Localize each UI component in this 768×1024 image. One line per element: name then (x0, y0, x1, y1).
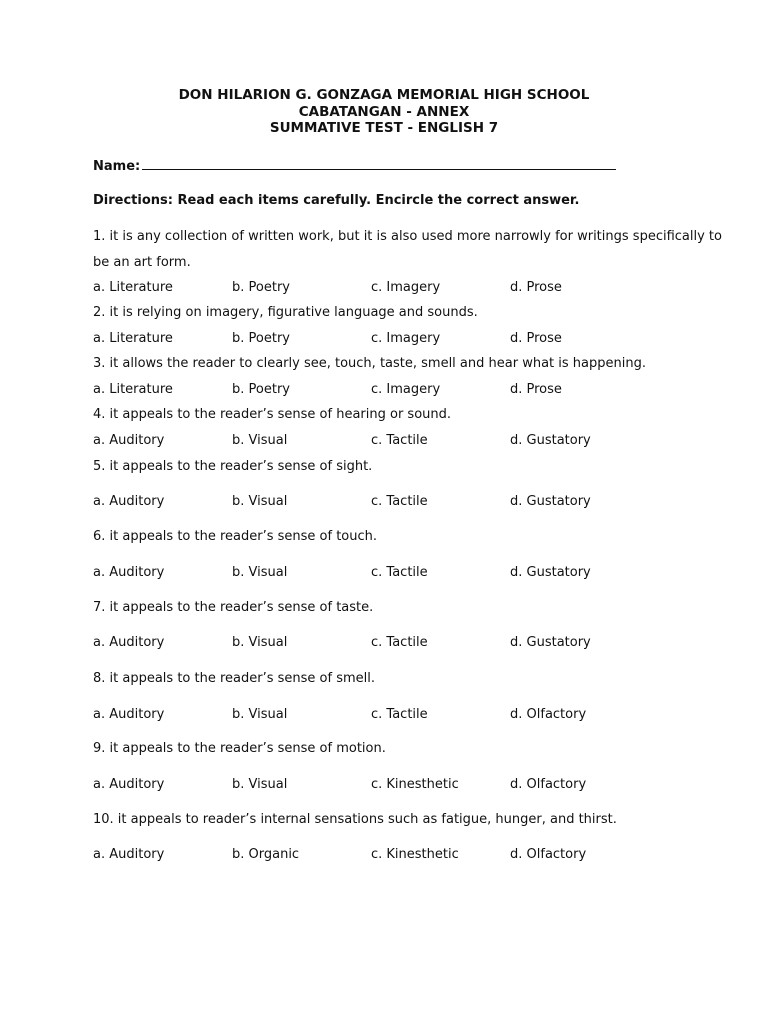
q7-option-a[interactable]: a. Auditory (93, 635, 165, 650)
document-header (0, 87, 768, 137)
q9-option-a[interactable]: a. Auditory (93, 777, 165, 792)
q7-option-d[interactable]: d. Gustatory (510, 635, 591, 650)
question-6-text: 6. it appeals to the reader’s sense of touch. (93, 529, 378, 544)
q1-option-a[interactable]: a. Literature (93, 280, 173, 295)
q8-option-d[interactable]: d. Olfactory (510, 707, 587, 722)
q3-option-d[interactable]: d. Prose (510, 382, 562, 397)
q2-option-a[interactable]: a. Literature (93, 331, 173, 346)
question-9-text: 9. it appeals to the reader’s sense of motion. (93, 741, 386, 756)
q4-option-b[interactable]: b. Visual (232, 433, 288, 448)
q5-option-d[interactable]: d. Gustatory (510, 494, 591, 509)
name-label: Name: (93, 159, 141, 174)
q8-option-b[interactable]: b. Visual (232, 707, 288, 722)
school-annex: CABATANGAN - ANNEX (298, 103, 470, 120)
q6-option-c[interactable]: c. Tactile (371, 565, 428, 580)
q10-option-a[interactable]: a. Auditory (93, 847, 165, 862)
q1-option-d[interactable]: d. Prose (510, 280, 562, 295)
question-7-text: 7. it appeals to the reader’s sense of taste. (93, 600, 374, 615)
q5-option-c[interactable]: c. Tactile (371, 494, 428, 509)
q4-option-c[interactable]: c. Tactile (371, 433, 428, 448)
test-title: SUMMATIVE TEST - ENGLISH 7 (269, 120, 499, 136)
q1-option-b[interactable]: b. Poetry (232, 280, 290, 295)
q3-option-a[interactable]: a. Literature (93, 382, 173, 397)
question-10-text: 10. it appeals to reader’s internal sensations such as fatigue, hunger, and thirst. (93, 812, 617, 827)
name-field[interactable] (93, 157, 616, 174)
q5-option-a[interactable]: a. Auditory (93, 494, 165, 509)
q3-option-c[interactable]: c. Imagery (371, 382, 441, 397)
question-5-text: 5. it appeals to the reader’s sense of sight. (93, 459, 373, 474)
q2-option-b[interactable]: b. Poetry (232, 331, 290, 346)
question-1-text: 1. it is any collection of written work, but it is also used more narrowly for writings specifically to (93, 229, 722, 244)
q10-option-d[interactable]: d. Olfactory (510, 847, 587, 862)
school-name: DON HILARION G. GONZAGA MEMORIAL HIGH SCHOOL (178, 87, 590, 103)
name-blank-line[interactable] (142, 157, 616, 170)
q9-option-d[interactable]: d. Olfactory (510, 777, 587, 792)
directions: Directions: Read each items carefully. Encircle the correct answer. (93, 193, 580, 208)
q1-option-c[interactable]: c. Imagery (371, 280, 441, 295)
q10-option-b[interactable]: b. Organic (232, 847, 300, 862)
q9-option-b[interactable]: b. Visual (232, 777, 288, 792)
q6-option-a[interactable]: a. Auditory (93, 565, 165, 580)
question-8-text: 8. it appeals to the reader’s sense of smell. (93, 671, 376, 686)
q6-option-d[interactable]: d. Gustatory (510, 565, 591, 580)
q3-option-b[interactable]: b. Poetry (232, 382, 290, 397)
q5-option-b[interactable]: b. Visual (232, 494, 288, 509)
q2-option-c[interactable]: c. Imagery (371, 331, 441, 346)
q9-option-c[interactable]: c. Kinesthetic (371, 777, 459, 792)
question-4-text: 4. it appeals to the reader’s sense of hearing or sound. (93, 407, 452, 422)
q10-option-c[interactable]: c. Kinesthetic (371, 847, 459, 862)
question-1-text-cont: be an art form. (93, 255, 191, 270)
q7-option-b[interactable]: b. Visual (232, 635, 288, 650)
q6-option-b[interactable]: b. Visual (232, 565, 288, 580)
q7-option-c[interactable]: c. Tactile (371, 635, 428, 650)
question-2-text: 2. it is relying on imagery, figurative language and sounds. (93, 305, 478, 320)
q8-option-a[interactable]: a. Auditory (93, 707, 165, 722)
question-3-text: 3. it allows the reader to clearly see, touch, taste, smell and hear what is happening. (93, 356, 646, 371)
q4-option-a[interactable]: a. Auditory (93, 433, 165, 448)
q8-option-c[interactable]: c. Tactile (371, 707, 428, 722)
q4-option-d[interactable]: d. Gustatory (510, 433, 591, 448)
q2-option-d[interactable]: d. Prose (510, 331, 562, 346)
